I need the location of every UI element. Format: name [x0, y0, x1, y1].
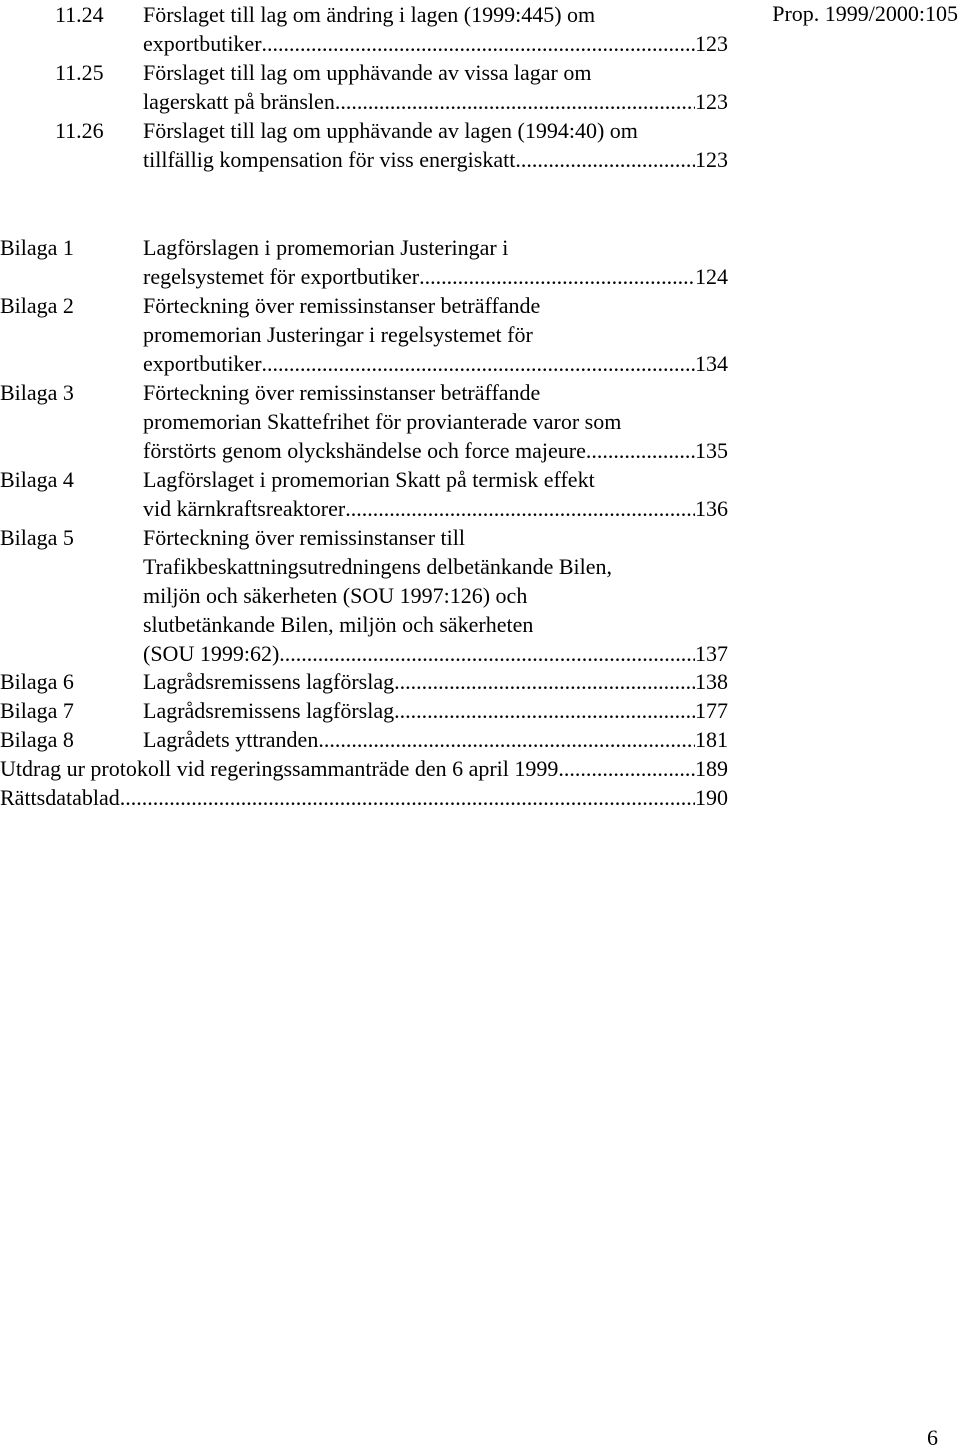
toc-entry-title: Förteckning över remissinstanser till — [143, 525, 465, 550]
toc-entry-title: Förteckning över remissinstanser beträffande — [143, 293, 541, 318]
toc-entry-body — [143, 291, 728, 378]
toc-entry-number: Bilaga 4 — [0, 467, 74, 492]
toc-entry-title: Förslaget till lag om upphävande av vissa lagar om — [143, 60, 592, 85]
dot-leader — [262, 349, 695, 378]
toc-page-number: 135 — [695, 438, 728, 463]
toc-page-number: 181 — [695, 727, 728, 752]
toc-entry-number: Bilaga 7 — [0, 698, 74, 723]
dot-leader — [335, 87, 695, 116]
toc-entry-title: Förslaget till lag om ändring i lagen (1999:445) om — [143, 2, 596, 27]
toc-entry-title: Lagrådsremissens lagförslag — [143, 669, 395, 694]
dot-leader — [262, 29, 695, 58]
toc-entry-last-line — [143, 145, 728, 174]
toc-entry-last-line — [143, 349, 728, 378]
toc-entry-number: Bilaga 2 — [0, 293, 74, 318]
toc-entry-title: promemorian Justeringar i regelsystemet för — [143, 322, 533, 347]
toc-entry-last-line — [143, 696, 728, 725]
toc-entry-body — [143, 465, 728, 523]
toc-entry-title-end: tillfällig kompensation för viss energiskatt — [143, 147, 516, 172]
toc-page-number: 137 — [695, 641, 728, 666]
toc-entry-title-end: vid kärnkraftsreaktorer — [143, 496, 346, 521]
toc-entry-last-line — [143, 262, 728, 291]
toc-entry-title: miljön och säkerheten (SOU 1997:126) och — [143, 583, 528, 608]
dot-leader — [345, 494, 695, 523]
toc-entry-body — [143, 523, 728, 668]
toc-entry-last-line — [143, 87, 728, 116]
toc-entry-title-end: förstörts genom olyckshändelse och force majeure — [143, 438, 586, 463]
toc-entry-number: 11.26 — [55, 118, 104, 143]
toc-page-number: 138 — [695, 669, 728, 694]
toc-entry-title-end: exportbutiker — [143, 351, 262, 376]
toc-entry-title: Trafikbeskattningsutredningens delbetänkande Bilen, — [143, 554, 613, 579]
page-number: 6 — [927, 1425, 938, 1450]
toc-entry-body — [143, 233, 728, 291]
toc-entry-title: Lagförslaget i promemorian Skatt på termisk effekt — [143, 467, 595, 492]
running-header: Prop. 1999/2000:105 — [772, 1, 958, 26]
toc-page-number: 136 — [695, 496, 728, 521]
toc-entry-title: slutbetänkande Bilen, miljön och säkerheten — [143, 612, 534, 637]
toc-page-number: 123 — [695, 147, 728, 172]
toc-page-number: 134 — [695, 351, 728, 376]
dot-leader — [120, 783, 695, 812]
toc-entry-title: Lagrådsremissens lagförslag — [143, 698, 395, 723]
toc-entry-body — [143, 0, 728, 58]
toc-entry-title: Lagförslagen i promemorian Justeringar i — [143, 235, 509, 260]
toc-entry-number: Bilaga 3 — [0, 380, 74, 405]
toc-entry-title: Rättsdatablad — [0, 785, 120, 810]
toc-entry-last-line — [143, 436, 728, 465]
toc-entry-title-end: exportbutiker — [143, 31, 262, 56]
toc-entry-last-line — [143, 667, 728, 696]
dot-leader — [515, 145, 695, 174]
toc-entry-body — [143, 667, 728, 696]
dot-leader — [419, 262, 695, 291]
dot-leader — [318, 725, 695, 754]
dot-leader — [279, 639, 695, 668]
toc-entry-body — [0, 783, 728, 812]
toc-page-number: 189 — [695, 756, 728, 781]
toc-page-number: 123 — [695, 89, 728, 114]
toc-entry-body — [143, 696, 728, 725]
toc-page-number: 177 — [695, 698, 728, 723]
toc-entry-title: promemorian Skattefrihet för provianterade varor som — [143, 409, 622, 434]
toc-entry-title: Utdrag ur protokoll vid regeringssammanträde den 6 april 1999 — [0, 756, 559, 781]
toc-entry-body — [143, 116, 728, 174]
dot-leader — [394, 667, 695, 696]
toc-entry-body — [143, 378, 728, 465]
toc-entry-last-line — [0, 783, 728, 812]
toc-entry-number: 11.25 — [55, 60, 104, 85]
toc-page-number: 124 — [695, 264, 728, 289]
toc-entry-last-line — [143, 639, 728, 668]
toc-entry-last-line — [143, 29, 728, 58]
toc-entry-number: Bilaga 1 — [0, 235, 74, 260]
toc-entry-title-end: (SOU 1999:62) — [143, 641, 280, 666]
toc-entry-title: Lagrådets yttranden — [143, 727, 319, 752]
toc-entry-last-line — [143, 725, 728, 754]
toc-entry-last-line — [143, 494, 728, 523]
toc-entry-title-end: lagerskatt på bränslen — [143, 89, 335, 114]
dot-leader — [558, 754, 695, 783]
toc-page-number: 190 — [695, 785, 728, 810]
toc-entry-body — [143, 725, 728, 754]
toc-entry-title-end: regelsystemet för exportbutiker — [143, 264, 420, 289]
toc-entry-body — [143, 58, 728, 116]
toc-entry-number: 11.24 — [55, 2, 104, 27]
toc-entry-number: Bilaga 8 — [0, 727, 74, 752]
toc-entry-number: Bilaga 6 — [0, 669, 74, 694]
toc-entry-last-line — [0, 754, 728, 783]
toc-entry-number: Bilaga 5 — [0, 525, 74, 550]
dot-leader — [586, 436, 695, 465]
toc-page-number: 123 — [695, 31, 728, 56]
toc-entry-title: Förteckning över remissinstanser beträffande — [143, 380, 541, 405]
toc-entry-title: Förslaget till lag om upphävande av lagen (1994:40) om — [143, 118, 638, 143]
toc-entry-body — [0, 754, 728, 783]
dot-leader — [394, 696, 695, 725]
